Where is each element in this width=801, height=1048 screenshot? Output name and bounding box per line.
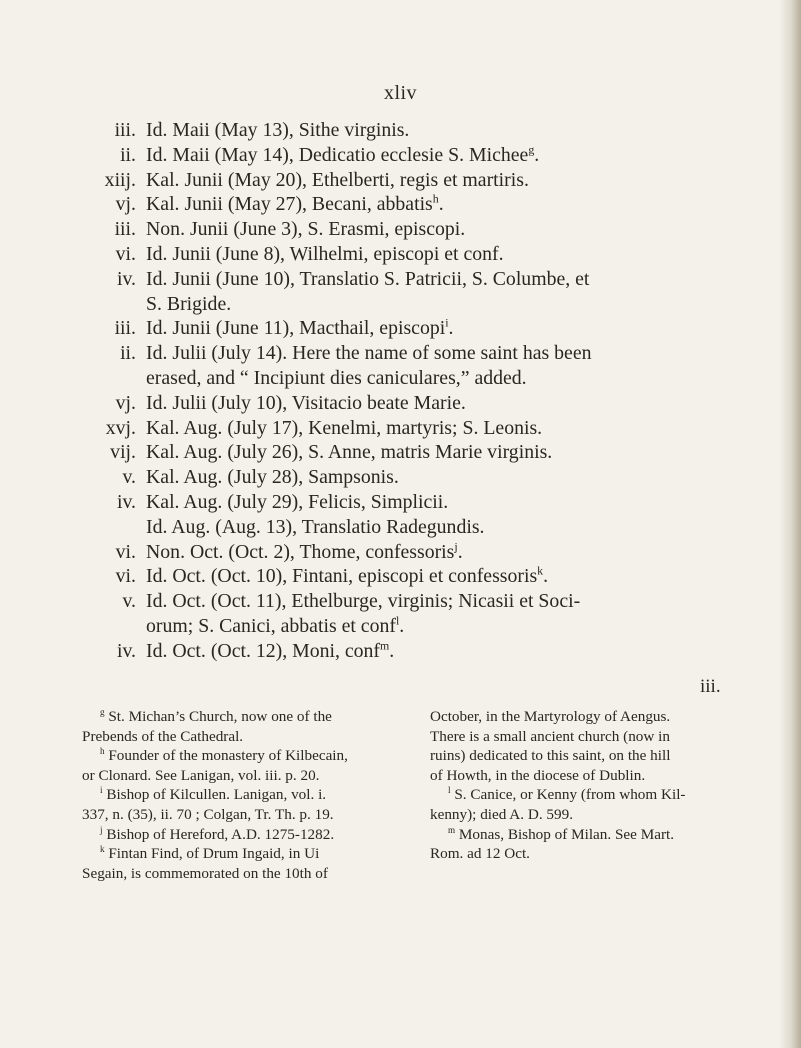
- footnote-marker: j: [454, 538, 458, 553]
- footnote-line: [82, 864, 418, 884]
- footnote-line: [82, 727, 418, 747]
- entry-text-main: Kal. Aug. (July 29), Felicis, Simplicii.: [146, 490, 449, 513]
- entry-numeral: vj.: [115, 391, 136, 414]
- calendar-entry: [60, 143, 750, 168]
- footnote-mark: k: [100, 844, 105, 855]
- entry-text: [146, 540, 463, 565]
- entry-trailing-punct: .: [543, 565, 549, 588]
- entry-numeral: ii.: [120, 342, 136, 365]
- entry-text-main: Kal. Aug. (July 28), Sampsonis.: [146, 466, 399, 489]
- footnote-line: [82, 766, 418, 786]
- calendar-entry: [60, 192, 750, 217]
- calendar-entry: [60, 614, 750, 639]
- entry-numeral: iv.: [116, 267, 136, 290]
- calendar-entry: [60, 217, 750, 242]
- calendar-entry: [60, 118, 750, 143]
- footnote-text: Monas, Bishop of Milan. See Mart.: [455, 825, 675, 843]
- footnote-mark: j: [100, 824, 103, 835]
- footnote-text: or Clonard. See Lanigan, vol. iii. p. 20.: [82, 766, 320, 784]
- entry-text-main: S. Brigide.: [146, 292, 232, 315]
- footnote-line: [82, 707, 418, 727]
- calendar-entries: [60, 118, 750, 664]
- calendar-entry: [60, 391, 750, 416]
- calendar-entry: [60, 267, 750, 292]
- calendar-entry: [60, 639, 750, 664]
- entry-text: [146, 242, 504, 267]
- entry-text: [146, 589, 580, 614]
- footnote-text: ruins) dedicated to this saint, on the hill: [430, 747, 671, 765]
- footnote-text: Segain, is commemorated on the 10th of: [82, 864, 328, 882]
- footnote-line: [430, 785, 752, 805]
- footnote-text: There is a small ancient church (now in: [430, 727, 670, 745]
- entry-text-main: Kal. Aug. (July 26), S. Anne, matris Marie virginis.: [146, 441, 553, 464]
- entry-text-main: Id. Oct. (Oct. 10), Fintani, episcopi et confessoris: [146, 565, 538, 588]
- entry-text: [146, 316, 453, 341]
- entry-text-main: Id. Maii (May 13), Sithe virginis.: [146, 119, 410, 141]
- entry-numeral: vi.: [115, 242, 136, 265]
- entry-trailing-punct: .: [448, 317, 454, 340]
- entry-numeral: ii.: [120, 143, 136, 166]
- footnote-text: Bishop of Hereford, A.D. 1275-1282.: [102, 825, 335, 843]
- entry-text: [146, 391, 466, 416]
- footnote-mark: m: [448, 824, 456, 835]
- footnote-line: [430, 727, 752, 747]
- entry-text: [146, 168, 529, 193]
- entry-text-main: Kal. Junii (May 27), Becani, abbatis: [146, 193, 433, 216]
- footnote-text: Prebends of the Cathedral.: [82, 727, 244, 745]
- entry-text: [146, 217, 465, 242]
- entry-text: [146, 143, 539, 168]
- calendar-entry: [60, 292, 750, 317]
- page-edge-shadow: [779, 0, 801, 1048]
- calendar-entry: [60, 168, 750, 193]
- footnote-text: Founder of the monastery of Kilbecain,: [104, 747, 348, 765]
- footnote-marker: m: [380, 638, 390, 653]
- entry-text-main: Id. Oct. (Oct. 12), Moni, conf: [146, 639, 381, 662]
- entry-numeral: vj.: [115, 193, 136, 216]
- entry-text: [146, 564, 548, 589]
- entry-text-main: Non. Oct. (Oct. 2), Thome, confessoris: [146, 540, 455, 563]
- footnote-marker: h: [432, 191, 439, 206]
- footnote-text: Fintan Find, of Drum Ingaid, in Ui: [104, 845, 320, 863]
- entry-text-main: Kal. Junii (May 20), Ethelberti, regis et martiris.: [146, 168, 529, 191]
- calendar-entry: [60, 589, 750, 614]
- entry-text: [146, 490, 448, 515]
- calendar-entry: [60, 242, 750, 267]
- footnote-line: [430, 825, 752, 845]
- entry-text-main: Kal. Aug. (July 17), Kenelmi, martyris; S. Leonis.: [146, 416, 543, 439]
- entry-text-main: Id. Oct. (Oct. 11), Ethelburge, virginis; Nicasii et Soci-: [146, 590, 581, 613]
- footnote-text: St. Michan’s Church, now one of the: [104, 708, 332, 725]
- entry-trailing-punct: .: [389, 639, 395, 662]
- entry-text: [146, 192, 444, 217]
- entry-numeral: iii.: [114, 119, 136, 141]
- entry-text-main: Id. Junii (June 8), Wilhelmi, episcopi et conf.: [146, 242, 504, 265]
- page-number: xliv: [383, 82, 418, 104]
- entry-numeral: vi.: [115, 565, 136, 588]
- catchword: iii.: [700, 676, 721, 697]
- entry-numeral: [60, 515, 146, 540]
- footnote-line: [82, 825, 418, 845]
- footnote-text: S. Canice, or Kenny (from whom Kil-: [450, 786, 686, 804]
- entry-text: [146, 292, 231, 317]
- entry-numeral: iii.: [114, 218, 136, 241]
- entry-numeral: v.: [122, 466, 136, 489]
- entry-text-main: orum; S. Canici, abbatis et conf: [146, 614, 396, 637]
- entry-trailing-punct: .: [457, 540, 463, 563]
- entry-trailing-punct: .: [438, 193, 444, 216]
- calendar-entry: [60, 416, 750, 441]
- entry-text-main: Id. Junii (June 10), Translatio S. Patricii, S. Columbe, et: [146, 267, 590, 290]
- entry-text: [146, 118, 409, 143]
- footnotes: [82, 707, 752, 883]
- footnote-line: [430, 707, 752, 727]
- entry-trailing-punct: .: [534, 143, 540, 166]
- calendar-entry: [60, 341, 750, 366]
- entry-numeral: iii.: [114, 317, 136, 340]
- footnote-text: Bishop of Kilcullen. Lanigan, vol. i.: [102, 786, 327, 804]
- entry-text: [146, 465, 399, 490]
- footnote-line: [430, 766, 752, 786]
- entry-text: [146, 515, 484, 540]
- entry-trailing-punct: .: [399, 614, 405, 637]
- entry-text: [146, 341, 592, 366]
- footnote-text: October, in the Martyrology of Aengus.: [430, 708, 671, 725]
- entry-text: [146, 416, 542, 441]
- footnote-marker: g: [528, 142, 535, 157]
- entry-text: [146, 440, 552, 465]
- entry-text-main: Id. Aug. (Aug. 13), Translatio Radegundis.: [146, 515, 485, 538]
- entry-numeral: iv.: [116, 490, 136, 513]
- calendar-entry: [60, 316, 750, 341]
- footnote-mark: g: [100, 706, 105, 717]
- entry-text-main: Id. Julii (July 14). Here the name of some saint has been: [146, 342, 592, 365]
- footnote-mark: i: [100, 785, 103, 796]
- entry-text-main: Id. Julii (July 10), Visitacio beate Marie.: [146, 391, 466, 414]
- footnote-line: [82, 805, 418, 825]
- calendar-entry: [60, 490, 750, 515]
- entry-numeral: xiij.: [104, 168, 136, 191]
- footnote-marker: l: [395, 613, 400, 628]
- footnote-line: [430, 844, 752, 864]
- calendar-entry: [60, 515, 750, 540]
- calendar-entry: [60, 465, 750, 490]
- calendar-entry: [60, 366, 750, 391]
- entry-text-main: erased, and “ Incipiunt dies caniculares,” added.: [146, 366, 527, 389]
- footnote-line: [82, 746, 418, 766]
- entry-text: [146, 366, 527, 391]
- footnote-line: [82, 785, 418, 805]
- entry-text: [146, 639, 394, 664]
- footnote-text: Rom. ad 12 Oct.: [430, 845, 530, 863]
- entry-text-main: Id. Maii (May 14), Dedicatio ecclesie S. Michee: [146, 143, 529, 166]
- footnote-marker: i: [445, 315, 449, 330]
- footnotes-right-column: [430, 707, 752, 883]
- entry-numeral: vij.: [110, 441, 136, 464]
- footnote-line: [82, 844, 418, 864]
- entry-text-main: Non. Junii (June 3), S. Erasmi, episcopi.: [146, 218, 466, 241]
- entry-numeral: xvj.: [105, 416, 136, 439]
- entry-numeral: v.: [122, 590, 136, 613]
- calendar-entry: [60, 540, 750, 565]
- footnote-line: [430, 746, 752, 766]
- entry-numeral: vi.: [115, 540, 136, 563]
- entry-text: [146, 267, 589, 292]
- entry-numeral: iv.: [116, 639, 136, 662]
- entry-text: [146, 614, 404, 639]
- footnote-mark: h: [100, 746, 105, 757]
- calendar-entry: [60, 564, 750, 589]
- footnote-text: of Howth, in the diocese of Dublin.: [430, 766, 646, 784]
- footnote-mark: l: [448, 785, 451, 796]
- footnote-marker: k: [537, 563, 544, 578]
- footnote-text: 337, n. (35), ii. 70 ; Colgan, Tr. Th. p. 19.: [82, 805, 334, 823]
- footnote-line: [430, 805, 752, 825]
- entry-text-main: Id. Junii (June 11), Macthail, episcopi: [146, 317, 446, 340]
- footnotes-left-column: [82, 707, 418, 883]
- footnote-text: kenny); died A. D. 599.: [430, 805, 573, 823]
- calendar-entry: [60, 440, 750, 465]
